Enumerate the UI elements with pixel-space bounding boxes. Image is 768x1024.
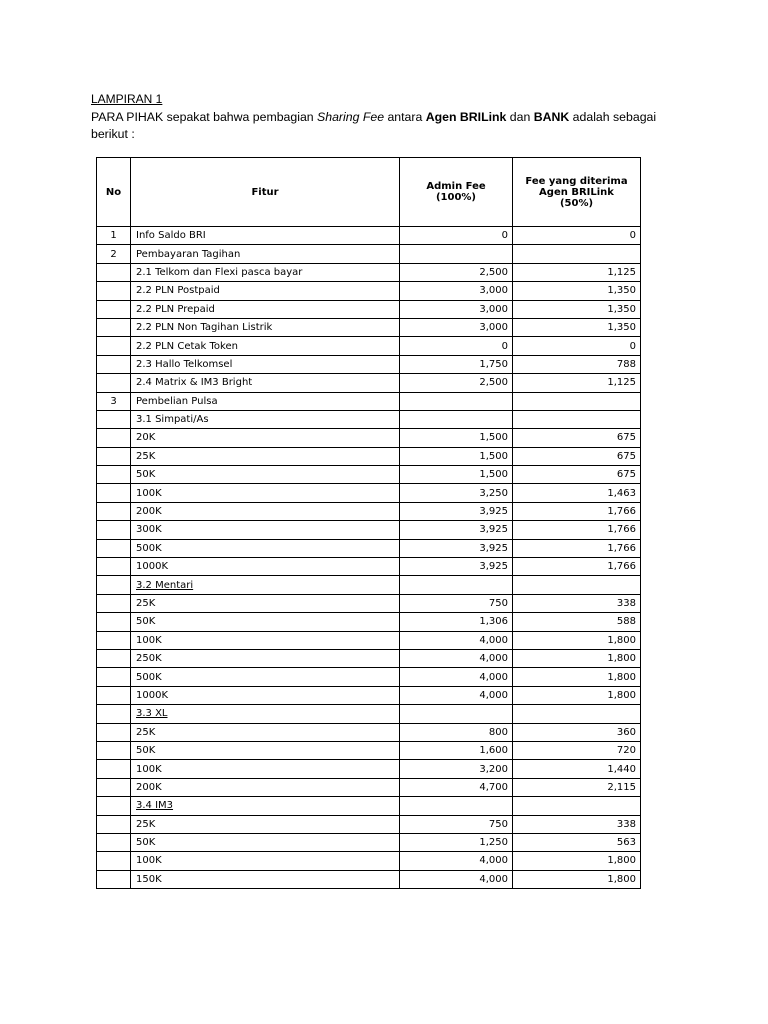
cell-no	[97, 300, 131, 318]
cell-no	[97, 466, 131, 484]
table-row	[97, 521, 641, 539]
cell-admin-fee: 2,500	[400, 374, 513, 392]
cell-admin-fee: 2,500	[400, 263, 513, 281]
cell-admin-fee: 1,500	[400, 429, 513, 447]
table-header-row	[97, 158, 641, 227]
cell-fitur: 2.4 Matrix & IM3 Bright	[131, 374, 400, 392]
intro-paragraph	[91, 109, 681, 143]
cell-admin-fee	[400, 705, 513, 723]
cell-fitur: 500K	[131, 668, 400, 686]
table-row	[97, 300, 641, 318]
cell-no	[97, 337, 131, 355]
table-row	[97, 649, 641, 667]
table-row	[97, 318, 641, 336]
table-row	[97, 613, 641, 631]
cell-fee-agen: 1,440	[513, 760, 641, 778]
cell-fee-agen	[513, 245, 641, 263]
cell-admin-fee: 750	[400, 815, 513, 833]
cell-admin-fee: 3,000	[400, 300, 513, 318]
cell-fee-agen: 360	[513, 723, 641, 741]
table-row	[97, 778, 641, 796]
table-row	[97, 576, 641, 594]
cell-no	[97, 815, 131, 833]
cell-fitur: 25K	[131, 815, 400, 833]
intro-italic-term: Sharing Fee	[317, 110, 385, 124]
cell-admin-fee: 3,000	[400, 282, 513, 300]
cell-admin-fee: 1,600	[400, 741, 513, 759]
cell-admin-fee: 0	[400, 227, 513, 245]
table-row	[97, 263, 641, 281]
cell-no	[97, 852, 131, 870]
table-row	[97, 852, 641, 870]
cell-fee-agen: 1,350	[513, 300, 641, 318]
table-row	[97, 741, 641, 759]
cell-fee-agen: 1,766	[513, 539, 641, 557]
table-row	[97, 815, 641, 833]
intro-bold-agen: Agen BRILink	[425, 110, 507, 124]
cell-admin-fee: 0	[400, 337, 513, 355]
cell-admin-fee: 1,750	[400, 355, 513, 373]
cell-fee-agen: 1,350	[513, 282, 641, 300]
cell-no	[97, 741, 131, 759]
cell-admin-fee: 3,000	[400, 318, 513, 336]
cell-no	[97, 539, 131, 557]
cell-fee-agen	[513, 392, 641, 410]
cell-admin-fee: 1,500	[400, 466, 513, 484]
intro-bold-bank: BANK	[533, 110, 570, 124]
cell-fee-agen: 1,800	[513, 668, 641, 686]
cell-fitur: 1000K	[131, 686, 400, 704]
cell-fitur: 1000K	[131, 558, 400, 576]
cell-admin-fee	[400, 797, 513, 815]
cell-fee-agen: 1,800	[513, 631, 641, 649]
cell-fitur: 50K	[131, 741, 400, 759]
cell-no	[97, 429, 131, 447]
cell-fitur: 100K	[131, 484, 400, 502]
cell-admin-fee: 1,250	[400, 833, 513, 851]
cell-fitur: 100K	[131, 631, 400, 649]
table-row	[97, 429, 641, 447]
table-row	[97, 833, 641, 851]
cell-no	[97, 870, 131, 888]
cell-fitur: 2.3 Hallo Telkomsel	[131, 355, 400, 373]
cell-admin-fee: 750	[400, 594, 513, 612]
table-row	[97, 668, 641, 686]
cell-admin-fee: 800	[400, 723, 513, 741]
cell-no	[97, 613, 131, 631]
cell-admin-fee: 4,000	[400, 870, 513, 888]
cell-no	[97, 649, 131, 667]
cell-fitur: 2.2 PLN Cetak Token	[131, 337, 400, 355]
header-no: No	[97, 158, 131, 227]
cell-fitur: 250K	[131, 649, 400, 667]
cell-no	[97, 263, 131, 281]
header-fitur: Fitur	[131, 158, 400, 227]
table-row	[97, 760, 641, 778]
cell-no	[97, 521, 131, 539]
cell-fitur: 150K	[131, 870, 400, 888]
cell-no	[97, 355, 131, 373]
cell-fee-agen: 338	[513, 594, 641, 612]
cell-fee-agen: 1,766	[513, 502, 641, 520]
table-row	[97, 355, 641, 373]
cell-admin-fee	[400, 245, 513, 263]
table-row	[97, 631, 641, 649]
cell-fee-agen: 1,800	[513, 649, 641, 667]
cell-fitur: 300K	[131, 521, 400, 539]
cell-fee-agen	[513, 576, 641, 594]
document-title: LAMPIRAN 1	[91, 92, 163, 106]
table-row	[97, 337, 641, 355]
cell-fee-agen: 1,800	[513, 686, 641, 704]
cell-fee-agen: 588	[513, 613, 641, 631]
cell-no	[97, 374, 131, 392]
cell-fee-agen: 1,766	[513, 521, 641, 539]
cell-fee-agen: 563	[513, 833, 641, 851]
cell-fee-agen	[513, 705, 641, 723]
cell-admin-fee: 4,000	[400, 649, 513, 667]
intro-text-3: dan	[506, 110, 534, 124]
header-fee-agen: Fee yang diterima Agen BRILink (50%)	[513, 158, 641, 227]
table-row	[97, 594, 641, 612]
cell-no	[97, 318, 131, 336]
cell-fitur: Pembayaran Tagihan	[131, 245, 400, 263]
table-row	[97, 392, 641, 410]
cell-admin-fee: 4,000	[400, 852, 513, 870]
header-admin-fee: Admin Fee (100%)	[400, 158, 513, 227]
cell-admin-fee: 3,925	[400, 539, 513, 557]
cell-fitur: 3.1 Simpati/As	[131, 410, 400, 428]
intro-text-4: adalah sebagai berikut :	[91, 110, 657, 141]
table-row	[97, 466, 641, 484]
cell-no	[97, 484, 131, 502]
cell-no	[97, 797, 131, 815]
cell-no	[97, 723, 131, 741]
cell-admin-fee: 1,306	[400, 613, 513, 631]
cell-fee-agen: 720	[513, 741, 641, 759]
cell-no	[97, 502, 131, 520]
cell-no	[97, 282, 131, 300]
cell-admin-fee	[400, 392, 513, 410]
cell-fee-agen: 0	[513, 227, 641, 245]
cell-no	[97, 668, 131, 686]
cell-fitur: 20K	[131, 429, 400, 447]
cell-fitur: 500K	[131, 539, 400, 557]
cell-admin-fee: 4,700	[400, 778, 513, 796]
cell-fee-agen: 675	[513, 447, 641, 465]
table-row	[97, 502, 641, 520]
cell-no	[97, 558, 131, 576]
table-row	[97, 723, 641, 741]
table-row	[97, 686, 641, 704]
cell-fitur: 25K	[131, 723, 400, 741]
cell-fitur: 100K	[131, 852, 400, 870]
intro-text-2: antara	[384, 110, 426, 124]
cell-fee-agen: 788	[513, 355, 641, 373]
table-row	[97, 374, 641, 392]
cell-fitur: 2.2 PLN Non Tagihan Listrik	[131, 318, 400, 336]
cell-fitur: 50K	[131, 613, 400, 631]
cell-admin-fee	[400, 410, 513, 428]
cell-admin-fee: 3,200	[400, 760, 513, 778]
cell-fitur: 3.4 IM3	[131, 797, 400, 815]
cell-fitur: 2.1 Telkom dan Flexi pasca bayar	[131, 263, 400, 281]
cell-no	[97, 686, 131, 704]
table-row	[97, 797, 641, 815]
cell-no	[97, 576, 131, 594]
cell-fee-agen: 1,350	[513, 318, 641, 336]
cell-fee-agen: 675	[513, 466, 641, 484]
sharing-fee-table	[96, 157, 641, 889]
table-row	[97, 870, 641, 888]
cell-no	[97, 447, 131, 465]
cell-fee-agen: 338	[513, 815, 641, 833]
cell-no	[97, 833, 131, 851]
table-row	[97, 410, 641, 428]
cell-no	[97, 631, 131, 649]
cell-admin-fee: 4,000	[400, 631, 513, 649]
cell-admin-fee: 4,000	[400, 686, 513, 704]
cell-fitur: 200K	[131, 502, 400, 520]
cell-fitur: 2.2 PLN Postpaid	[131, 282, 400, 300]
cell-admin-fee: 1,500	[400, 447, 513, 465]
cell-admin-fee	[400, 576, 513, 594]
table-row	[97, 705, 641, 723]
cell-fitur: Info Saldo BRI	[131, 227, 400, 245]
cell-fitur: 3.3 XL	[131, 705, 400, 723]
cell-fitur: 3.2 Mentari	[131, 576, 400, 594]
table-row	[97, 227, 641, 245]
cell-fee-agen: 0	[513, 337, 641, 355]
cell-fee-agen: 2,115	[513, 778, 641, 796]
cell-admin-fee: 4,000	[400, 668, 513, 686]
cell-fitur: 200K	[131, 778, 400, 796]
cell-fee-agen: 1,125	[513, 374, 641, 392]
cell-fee-agen: 1,463	[513, 484, 641, 502]
cell-fitur: 2.2 PLN Prepaid	[131, 300, 400, 318]
cell-fee-agen: 1,766	[513, 558, 641, 576]
cell-no: 3	[97, 392, 131, 410]
cell-no: 1	[97, 227, 131, 245]
cell-fee-agen: 1,800	[513, 852, 641, 870]
cell-fitur: 50K	[131, 833, 400, 851]
table-row	[97, 539, 641, 557]
table-row	[97, 282, 641, 300]
cell-fitur: 50K	[131, 466, 400, 484]
cell-fee-agen	[513, 797, 641, 815]
cell-no	[97, 705, 131, 723]
cell-no: 2	[97, 245, 131, 263]
table-row	[97, 558, 641, 576]
cell-fee-agen: 675	[513, 429, 641, 447]
cell-fitur: 25K	[131, 447, 400, 465]
cell-fitur: Pembelian Pulsa	[131, 392, 400, 410]
cell-fitur: 25K	[131, 594, 400, 612]
cell-no	[97, 778, 131, 796]
table-row	[97, 484, 641, 502]
cell-admin-fee: 3,250	[400, 484, 513, 502]
cell-no	[97, 760, 131, 778]
intro-text-1: PARA PIHAK sepakat bahwa pembagian	[91, 110, 318, 124]
cell-fee-agen: 1,800	[513, 870, 641, 888]
cell-fee-agen	[513, 410, 641, 428]
cell-no	[97, 594, 131, 612]
cell-no	[97, 410, 131, 428]
cell-admin-fee: 3,925	[400, 558, 513, 576]
cell-fitur: 100K	[131, 760, 400, 778]
table-row	[97, 447, 641, 465]
cell-admin-fee: 3,925	[400, 521, 513, 539]
cell-fee-agen: 1,125	[513, 263, 641, 281]
table-row	[97, 245, 641, 263]
cell-admin-fee: 3,925	[400, 502, 513, 520]
